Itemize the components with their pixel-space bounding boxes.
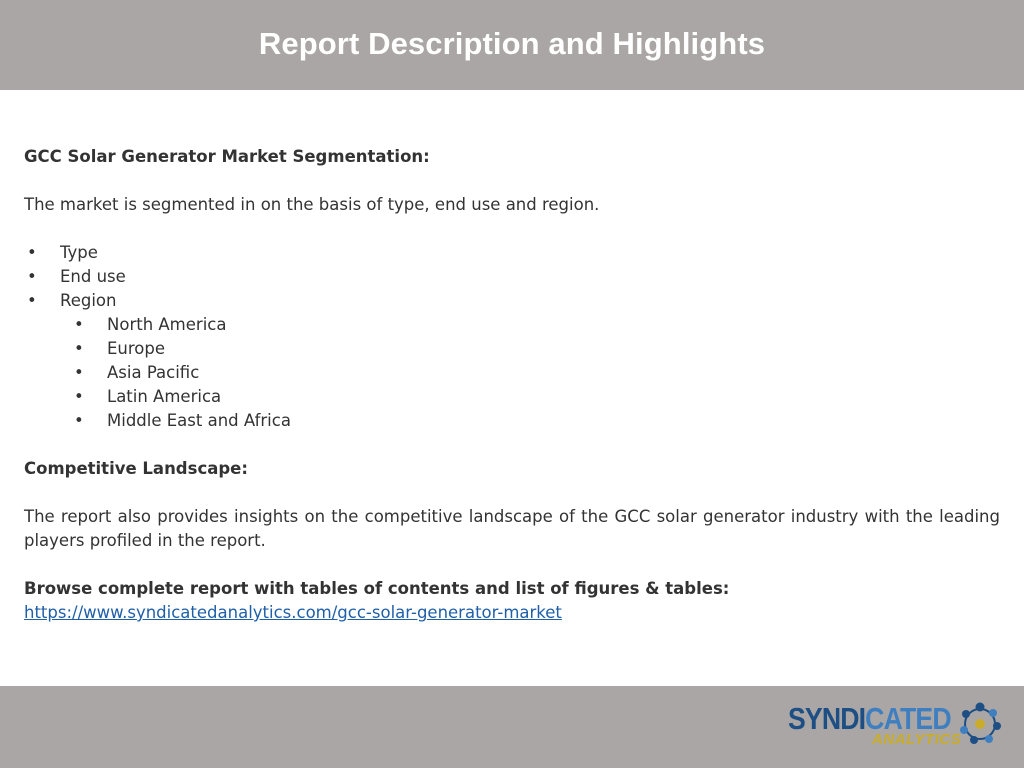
region-label: Europe (107, 339, 166, 358)
region-label: Latin America (107, 387, 222, 406)
spacer (24, 169, 1000, 193)
footer-bar (0, 686, 1024, 768)
spacer (24, 217, 1000, 241)
region-label: North America (107, 315, 227, 334)
logo-subtext: ANALYTICS (872, 731, 962, 748)
segment-label: Type (60, 243, 98, 262)
browse-text: Browse complete report with tables of contents and list of figures & tables: (24, 579, 730, 598)
competitive-text: The report also provides insights on the competitive landscape of the GCC solar generator industry with the leading players profiled in the report. (24, 507, 1000, 550)
connected-nodes-ring-icon (958, 702, 1002, 746)
segmentation-intro: The market is segmented in on the basis of type, end use and region. (24, 195, 600, 214)
list-item (71, 361, 1000, 385)
list-item (71, 385, 1000, 409)
bullet-icon: • (74, 387, 84, 406)
logo-wordmark-part1: SYNDI (788, 701, 866, 736)
bullet-icon: • (74, 411, 84, 430)
segment-label: Region (60, 291, 117, 310)
spacer (24, 553, 1000, 577)
list-item (24, 241, 1000, 265)
list-item (71, 337, 1000, 361)
bullet-icon: • (74, 339, 84, 358)
report-content (24, 145, 1000, 625)
segmentation-heading: GCC Solar Generator Market Segmentation: (24, 147, 430, 166)
list-item (71, 409, 1000, 433)
segment-label: End use (60, 267, 126, 286)
report-link[interactable]: https://www.syndicatedanalytics.com/gcc-solar-generator-market (24, 603, 562, 622)
region-label: Asia Pacific (107, 363, 200, 382)
list-item (24, 289, 1000, 313)
bullet-icon: • (27, 267, 37, 286)
company-logo[interactable] (788, 700, 1002, 756)
bullet-icon: • (74, 363, 84, 382)
bullet-icon: • (27, 291, 37, 310)
segment-list (24, 241, 1000, 313)
header-bar (0, 0, 1024, 90)
list-item (24, 265, 1000, 289)
region-list (71, 313, 1000, 433)
report-link-line (24, 601, 1000, 625)
bullet-icon: • (27, 243, 37, 262)
spacer (24, 481, 1000, 505)
region-label: Middle East and Africa (107, 411, 291, 430)
list-item (71, 313, 1000, 337)
competitive-heading: Competitive Landscape: (24, 459, 248, 478)
bullet-icon: • (74, 315, 84, 334)
logo-wordmark-part2: CATED (865, 701, 951, 736)
page-title: Report Description and Highlights (258, 26, 766, 61)
spacer (24, 433, 1000, 457)
